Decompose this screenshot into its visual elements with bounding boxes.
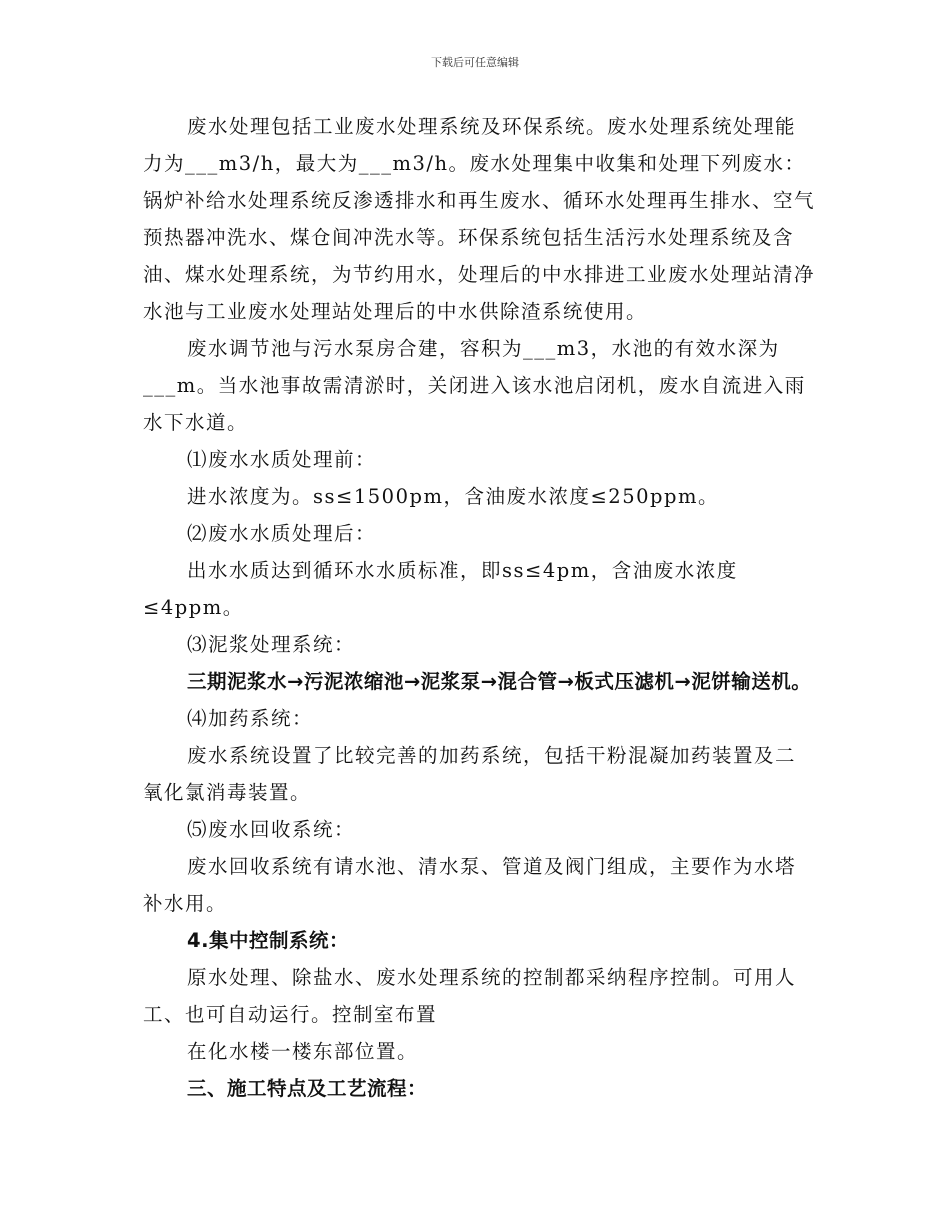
heading-sludge-system: ⑶泥浆处理系统：: [187, 633, 356, 656]
text-recovery-system: 废水回收系统有请水池、清水泵、管道及阀门组成，主要作为水塔补水用。: [143, 855, 797, 915]
text-after-treatment: 出水水质达到循环水水质标准，即ss≤4pm，含油废水浓度≤4ppm。: [143, 559, 738, 619]
text-control-system: 原水处理、除盐水、废水处理系统的控制都采纳程序控制。可用人工、也可自动运行。控制室布置: [143, 966, 797, 1026]
heading-after-treatment: ⑵废水水质处理后：: [187, 522, 377, 545]
text-before-treatment: 进水浓度为。ss≤1500pm，含油废水浓度≤250ppm。: [187, 485, 719, 508]
section-4-heading: 4.集中控制系统：: [187, 929, 349, 952]
text-control-room-location: 在化水楼一楼东部位置。: [187, 1040, 419, 1063]
heading-recovery-system: ⑸废水回收系统：: [187, 818, 356, 841]
paragraph-wastewater-overview: 废水处理包括工业废水处理系统及环保系统。废水处理系统处理能力为___m3/h，最大为___m3/h。废水处理集中收集和处理下列废水：锅炉补给水处理系统反渗透排水和再生废水、循环水处理再生排水、空气预热器冲洗水、煤仓间冲洗水等。环保系统包括生活污水处理系统及含油、煤水处理系统，为节约用水，处理后的中水排进工业废水处理站清净水池与工业废水处理站处理后的中水供除渣系统使用。: [143, 115, 816, 323]
heading-before-treatment: ⑴废水水质处理前：: [187, 448, 377, 471]
sludge-process-flow: 三期泥浆水→污泥浓缩池→泥浆泵→混合管→板式压滤机→泥饼输送机。: [187, 670, 812, 693]
section-3-heading: 三、施工特点及工艺流程：: [187, 1077, 428, 1100]
text-dosing-system: 废水系统设置了比较完善的加药系统，包括干粉混凝加药装置及二氧化氯消毒装置。: [143, 744, 797, 804]
page-header: 下载后可任意编辑: [431, 56, 519, 69]
heading-dosing-system: ⑷加药系统：: [187, 707, 314, 730]
paragraph-regulating-pool: 废水调节池与污水泵房合建，容积为___m3，水池的有效水深为___m。当水池事故需清淤时，关闭进入该水池启闭机，废水自流进入雨水下水道。: [143, 337, 806, 434]
document-body: [143, 108, 815, 1107]
